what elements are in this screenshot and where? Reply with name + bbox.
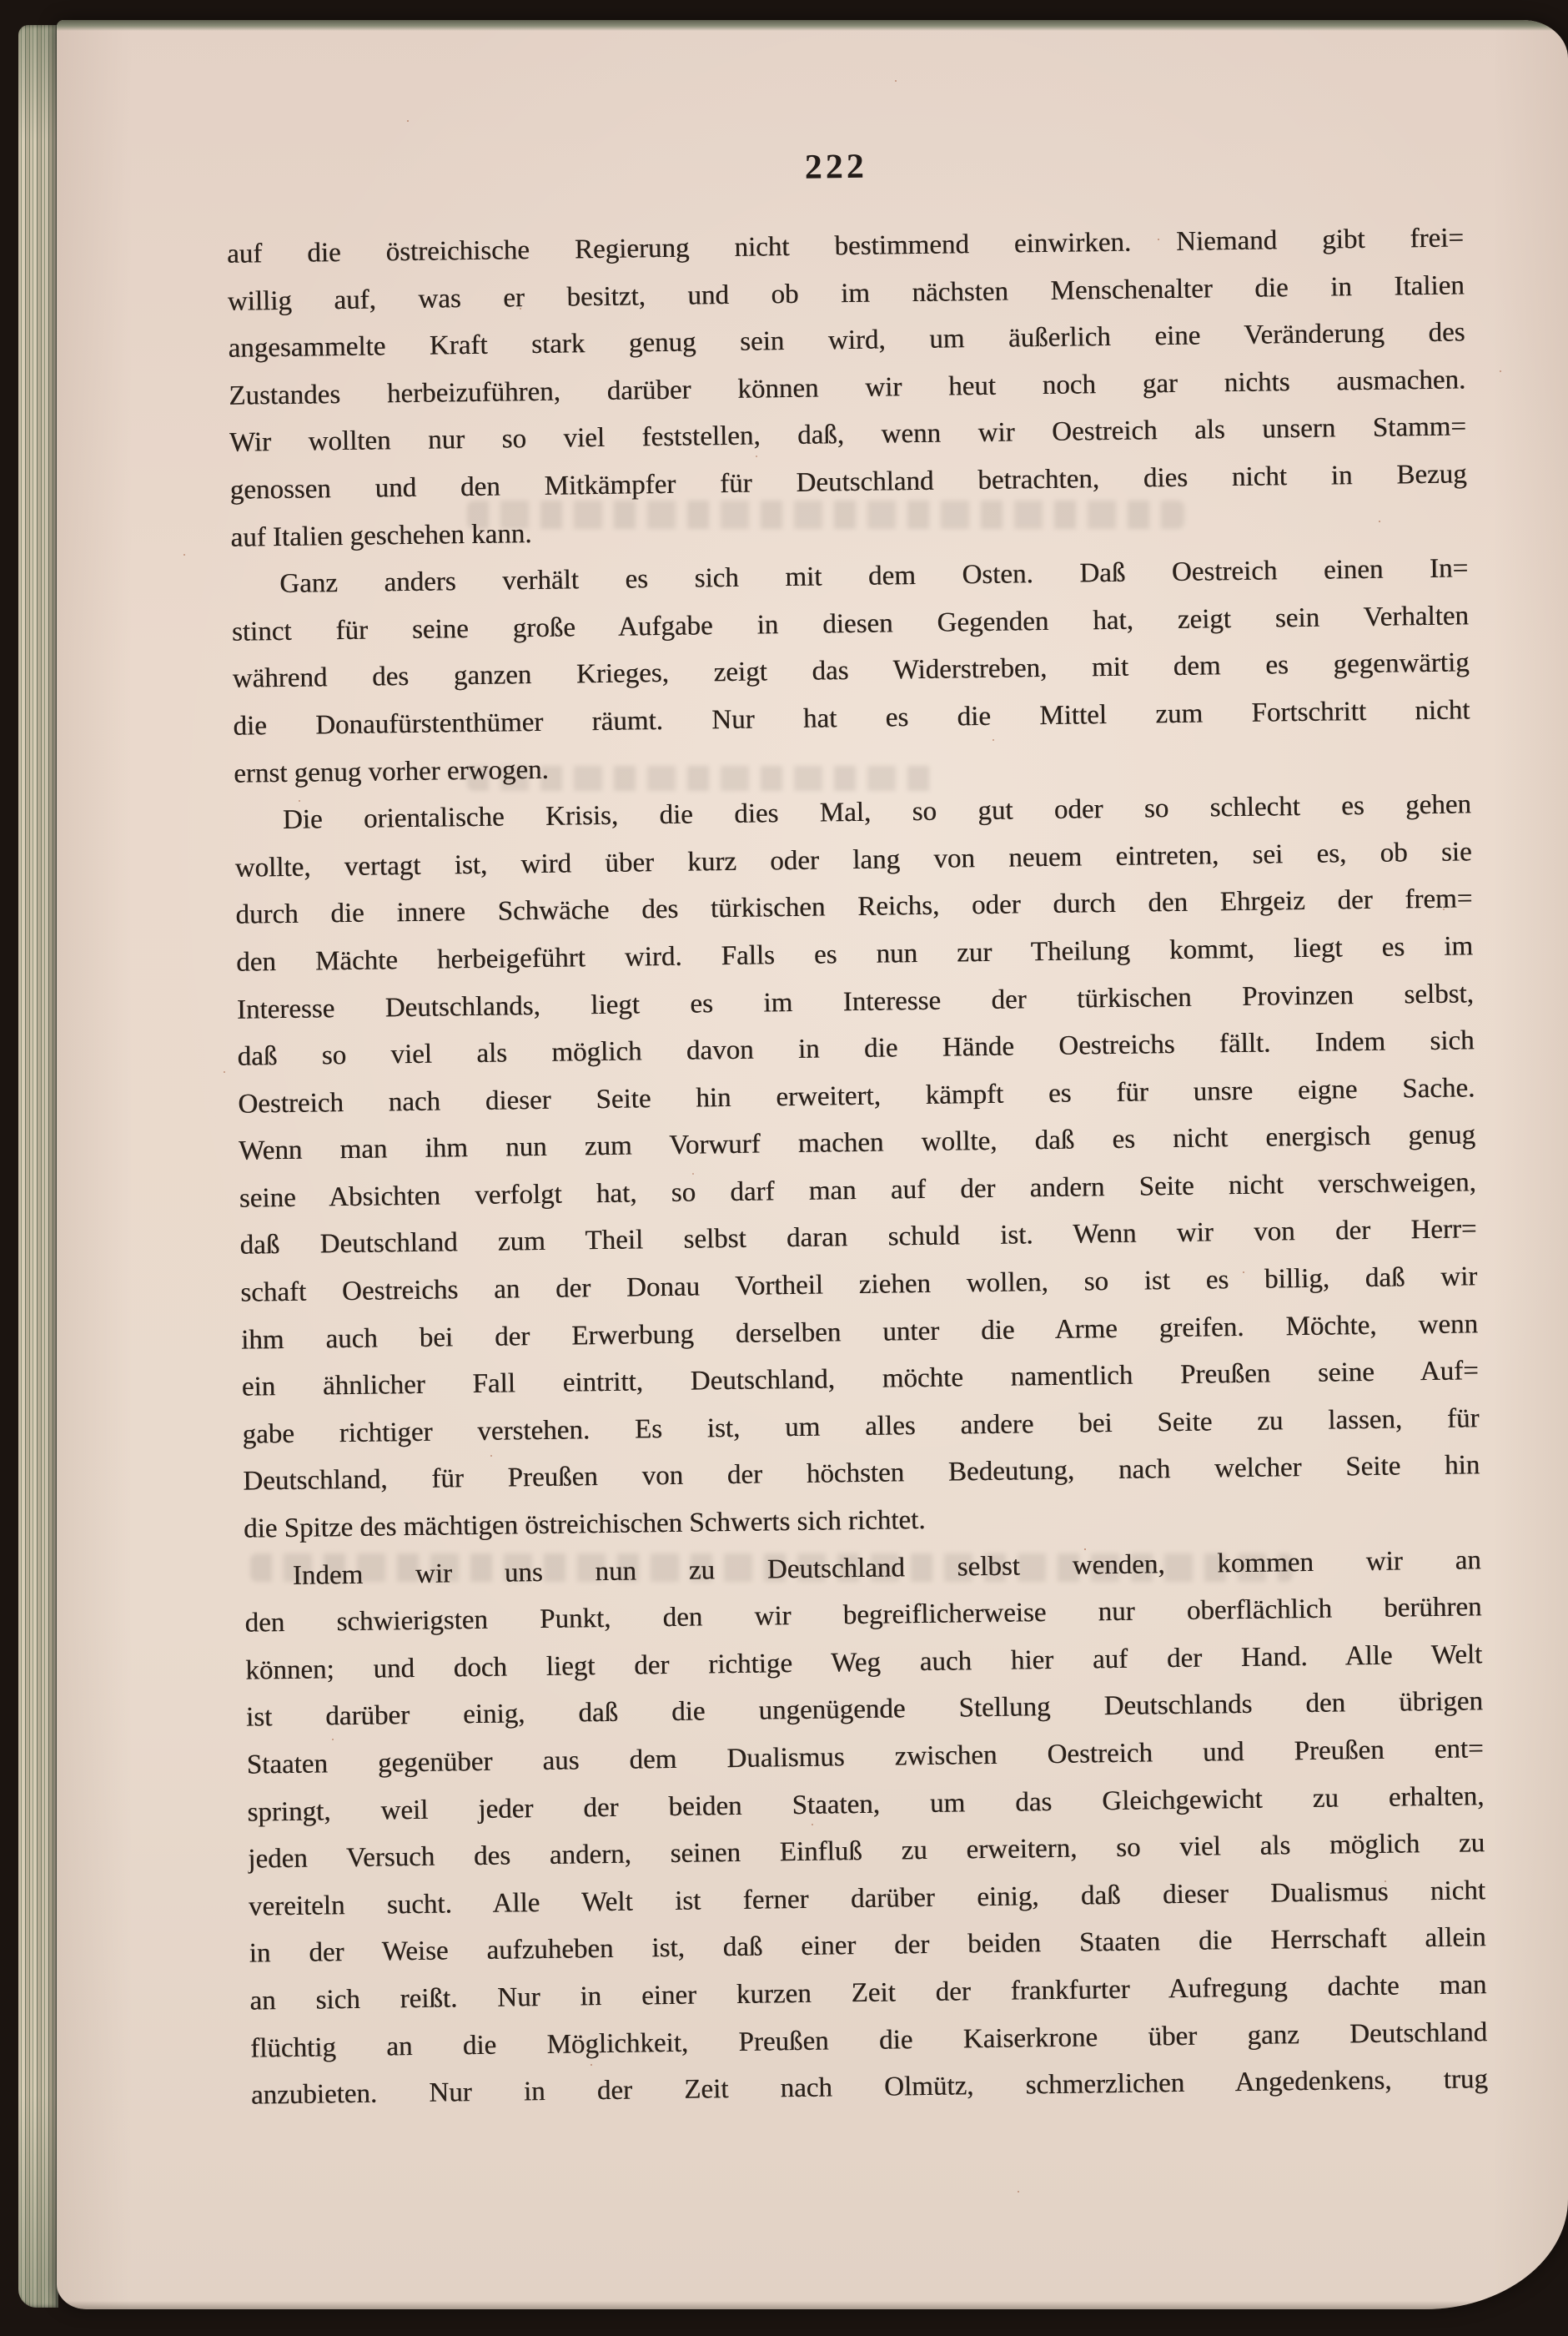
text-line: ihm auch bei der Erwerbung derselben unter die Arme greifen. Möchte, wenn <box>240 1308 1479 1356</box>
text-block <box>224 20 1491 2309</box>
text-line: während des ganzen Krieges, zeigt das Widerstreben, mit dem es gegenwärtig <box>232 647 1470 695</box>
text-line: angesammelte Kraft stark genug sein wird, um äußerlich eine Veränderung des <box>228 317 1465 364</box>
text-line: Staaten gegenüber aus dem Dualismus zwischen Oestreich und Preußen ent= <box>246 1734 1484 1780</box>
text-line: anzubieten. Nur in der Zeit nach Olmütz, schmerzlichen Angedenkens, trug <box>250 2064 1489 2111</box>
book-page-edges <box>18 25 58 2308</box>
text-line: Wir wollten nur so viel feststellen, daß, wenn wir Oestreich als unsern Stamm= <box>229 411 1467 459</box>
text-line: den Mächte herbeigeführt wird. Falls es nun zur Theilung kommt, liegt es im <box>235 931 1474 978</box>
text-line: in der Weise aufzuheben ist, daß einer der beiden Staaten die Herrschaft allein <box>249 1922 1486 1969</box>
text-line: springt, weil jeder der beiden Staaten, um das Gleichgewicht zu erhalten, <box>247 1780 1485 1828</box>
text-line: ernst genug vorher erwogen. <box>234 754 549 789</box>
text-line: genossen und den Mitkämpfer für Deutschland betrachten, dies nicht in Bezug <box>229 459 1467 506</box>
text-line: Ganz anders verhält es sich mit dem Osten. Daß Oestreich einen In= <box>279 553 1469 600</box>
text-line: auf die östreichische Regierung nicht bestimmend einwirken. Niemand gibt frei= <box>226 223 1465 269</box>
text-line: auf Italien geschehen kann. <box>230 518 532 553</box>
text-line: daß Deutschland zum Theil selbst daran schuld ist. Wenn wir von der Herr= <box>239 1214 1477 1261</box>
text-line: seine Absichten verfolgt hat, so darf man auf der andern Seite nicht verschweigen, <box>239 1167 1477 1214</box>
text-line: Wenn man ihm nun zum Vorwurf machen wollte, daß es nicht energisch genug <box>238 1120 1476 1166</box>
text-line: Interesse Deutschlands, liegt es im Interesse der türkischen Provinzen selbst, <box>236 978 1475 1025</box>
text-line: den schwierigsten Punkt, den wir begreiflicherweise nur oberflächlich berühren <box>244 1592 1482 1639</box>
text-line: daß so viel als möglich davon in die Hände Oestreichs fällt. Indem sich <box>237 1025 1475 1072</box>
text-line: an sich reißt. Nur in einer kurzen Zeit der frankfurter Aufregung dachte man <box>249 1970 1487 2016</box>
text-line: die Spitze des mächtigen östreichischen Schwerts sich richtet. <box>243 1504 926 1544</box>
text-line: wollte, vertagt ist, wird über kurz oder lang von neuem eintreten, sei es, ob sie <box>234 837 1472 884</box>
text-line: die Donaufürstenthümer räumt. Nur hat es die Mittel zum Fortschritt nicht <box>233 695 1470 742</box>
text-lines <box>227 214 1489 2119</box>
text-line: schaft Oestreichs an der Donau Vortheil ziehen wollen, so ist es billig, daß wir <box>240 1261 1478 1308</box>
text-line: Oestreich nach dieser Seite hin erweitert, kämpft es für unsre eigne Sache. <box>238 1072 1475 1120</box>
text-line: Zustandes herbeizuführen, darüber können wir heut noch gar nichts ausmachen. <box>229 365 1466 411</box>
text-line: ein ähnlicher Fall eintritt, Deutschland, möchte namentlich Preußen seine Auf= <box>241 1356 1479 1402</box>
text-line: gabe richtiger verstehen. Es ist, um alles andere bei Seite zu lassen, für <box>242 1403 1480 1450</box>
text-line: Die orientalische Krisis, die dies Mal, so gut oder so schlecht es gehen <box>282 789 1472 836</box>
text-line: durch die innere Schwäche des türkischen Reichs, oder durch den Ehrgeiz der frem= <box>235 884 1473 931</box>
text-line: Indem wir uns nun zu Deutschland selbst wenden, kommen wir an <box>292 1544 1481 1591</box>
text-line: flüchtig an die Möglichkeit, Preußen die Kaiserkrone über ganz Deutschland <box>250 2016 1488 2064</box>
page-number: 222 <box>804 147 868 187</box>
text-line: jeden Versuch des andern, seinen Einfluß zu erweitern, so viel als möglich zu <box>248 1828 1485 1875</box>
text-line: willig auf, was er besitzt, und ob im nächsten Menschenalter die in Italien <box>227 269 1465 317</box>
text-line: können; und doch liegt der richtige Weg auch hier auf der Hand. Alle Welt <box>245 1639 1483 1686</box>
paper-specks <box>57 20 58 22</box>
book-page <box>57 20 1568 2309</box>
text-line: ist darüber einig, daß die ungenügende Stellung Deutschlands den übrigen <box>245 1686 1484 1734</box>
text-line: stinct für seine große Aufgabe in diesen Gegenden hat, zeigt sein Verhalten <box>231 601 1470 647</box>
text-line: vereiteln sucht. Alle Welt ist ferner darüber einig, daß dieser Dualismus nicht <box>248 1875 1486 1922</box>
text-line: Deutschland, für Preußen von der höchsten Bedeutung, nach welcher Seite hin <box>243 1450 1480 1498</box>
